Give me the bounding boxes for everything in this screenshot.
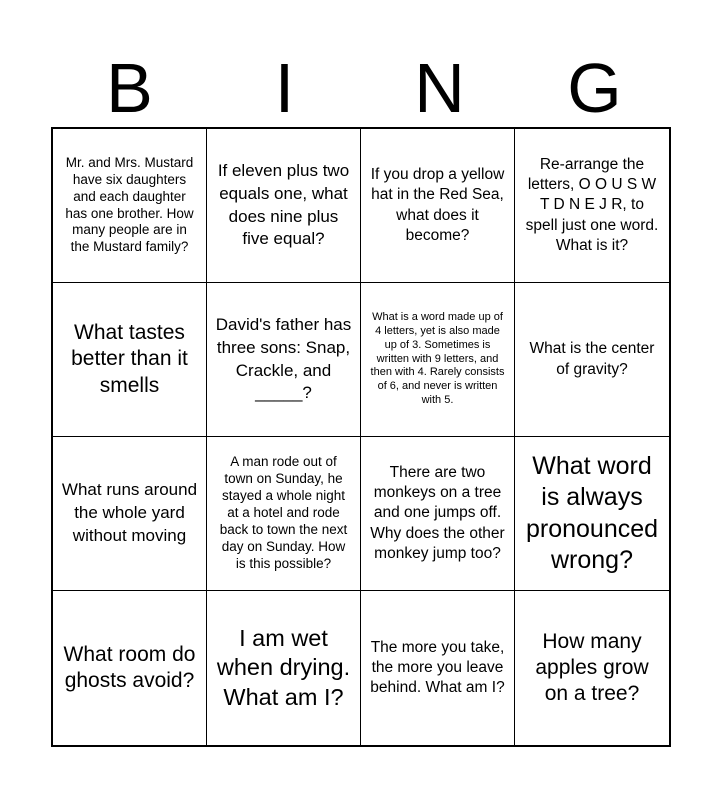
bingo-cell: What word is always pronounced wrong? xyxy=(515,437,669,591)
bingo-cell: If you drop a yellow hat in the Red Sea, what does it become? xyxy=(361,129,515,283)
header-letter-n: N xyxy=(414,49,465,127)
bingo-cell: What tastes better than it smells xyxy=(53,283,207,437)
bingo-cell: Mr. and Mrs. Mustard have six daughters and each daughter has one brother. How many people are in the Mustard family? xyxy=(53,129,207,283)
bingo-cell: There are two monkeys on a tree and one jumps off. Why does the other monkey jump too? xyxy=(361,437,515,591)
bingo-cell: The more you take, the more you leave behind. What am I? xyxy=(361,591,515,745)
bingo-header xyxy=(52,48,672,128)
bingo-cell: What is the center of gravity? xyxy=(515,283,669,437)
bingo-cell: Re-arrange the letters, O O U S W T D N E J R, to spell just one word. What is it? xyxy=(515,129,669,283)
bingo-cell: What is a word made up of 4 letters, yet is also made up of 3. Sometimes is written with 9 letters, and then with 4. Rarely consists of 6, and never is written with 5. xyxy=(361,283,515,437)
bingo-cell: I am wet when drying. What am I? xyxy=(207,591,361,745)
header-letter-i: I xyxy=(274,49,295,127)
bingo-cell: If eleven plus two equals one, what does nine plus five equal? xyxy=(207,129,361,283)
bingo-cell: How many apples grow on a tree? xyxy=(535,629,649,706)
bingo-cell: What runs around the whole yard without moving xyxy=(53,437,207,591)
header-letter-b: B xyxy=(106,49,153,127)
bingo-card-grid xyxy=(51,127,671,747)
bingo-cell: David's father has three sons: Snap, Crackle, and _____? xyxy=(207,283,361,437)
bingo-cell: A man rode out of town on Sunday, he stayed a whole night at a hotel and rode back to town the next day on Sunday. How is this possible? xyxy=(207,437,361,591)
bingo-cell: What room do ghosts avoid? xyxy=(53,591,207,745)
header-letter-g: G xyxy=(567,49,622,127)
